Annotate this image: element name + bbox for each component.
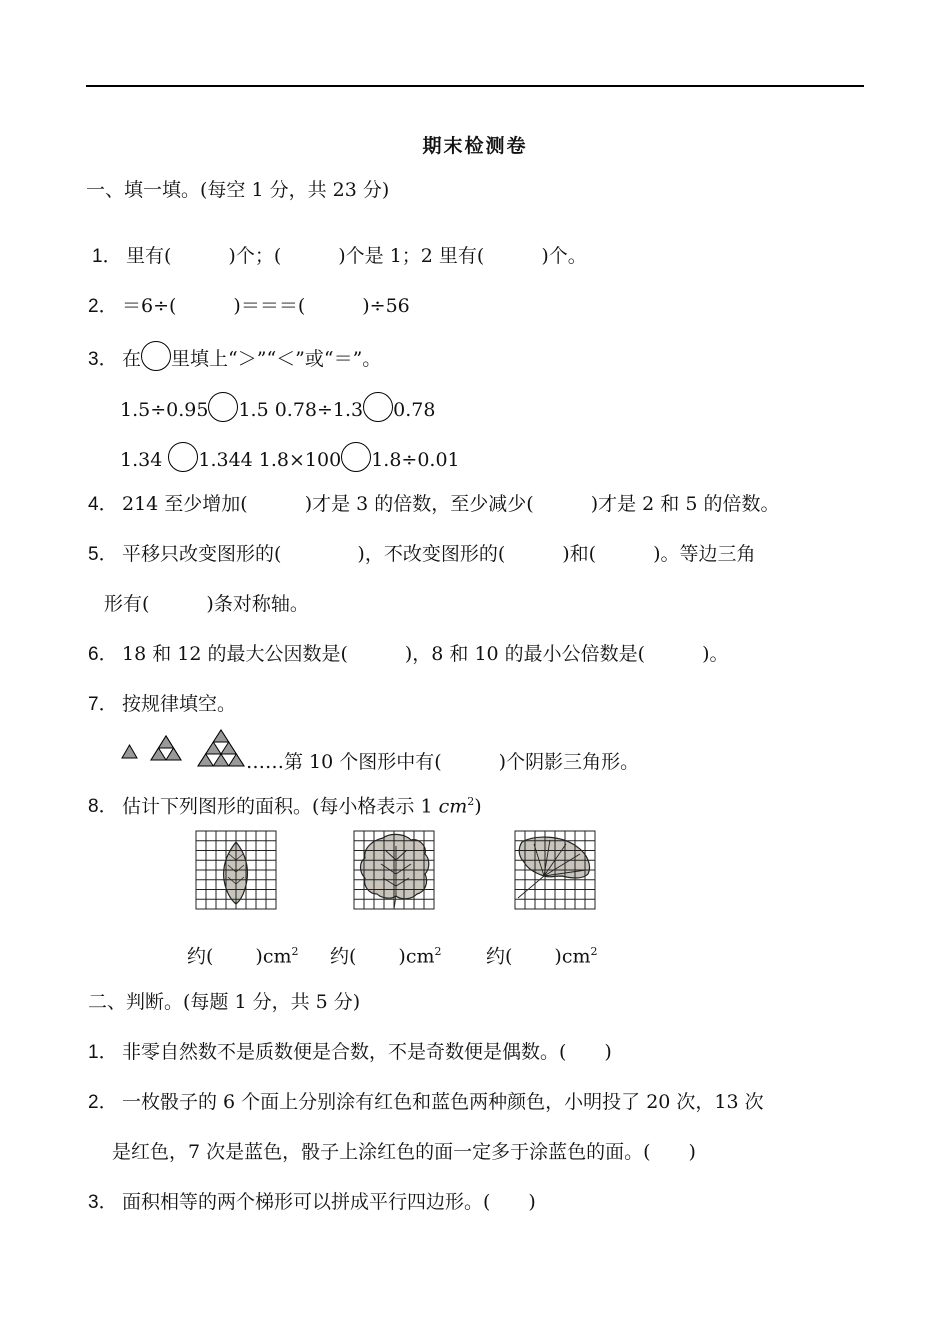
question-1-1 <box>92 244 587 269</box>
answer-superscript: 2 <box>434 945 442 958</box>
area-answer-3 <box>486 940 598 968</box>
question-text: ) <box>474 795 482 818</box>
question-text: ＝6÷( )＝＝＝( )÷56 <box>122 295 410 317</box>
question-1-5-cont: 形有( )条对称轴。 <box>104 593 309 615</box>
question-1-3-row2 <box>120 442 460 472</box>
question-number: 7． <box>88 694 118 715</box>
answer-suffix: )cm <box>255 945 292 968</box>
question-text: 在 <box>122 348 142 370</box>
compare-circle[interactable] <box>341 442 371 472</box>
answer-superscript: 2 <box>590 945 598 958</box>
top-rule <box>86 85 864 87</box>
question-text: 面积相等的两个梯形可以拼成平行四边形。( ) <box>122 1191 536 1213</box>
question-number: 3． <box>88 1192 118 1213</box>
section1-heading: 一、填一填。(每空 1 分，共 23 分) <box>86 179 390 201</box>
answer-prefix: 约( <box>486 945 513 968</box>
question-1-6 <box>88 642 729 667</box>
question-number: 8． <box>88 796 118 818</box>
expression: 1.5÷0.95 <box>120 399 209 421</box>
question-number: 2． <box>88 296 118 317</box>
area-answer-1 <box>187 940 299 968</box>
question-text: 估计下列图形的面积。(每小格表示 1 <box>122 795 439 818</box>
question-2-2 <box>88 1090 764 1115</box>
question-text: 里有( )个；( )个是 1；2 里有( )个。 <box>126 245 587 267</box>
answer-suffix: )cm <box>398 945 435 968</box>
question-text: 214 至少增加( )才是 3 的倍数，至少减少( )才是 2 和 5 的倍数。 <box>122 493 780 515</box>
unit-superscript: 2 <box>467 795 475 808</box>
question-1-8 <box>88 790 482 819</box>
question-1-3-row1 <box>120 392 435 422</box>
answer-prefix: 约( <box>330 945 357 968</box>
compare-circle[interactable] <box>208 392 238 422</box>
question-text: 里填上“＞”“＜”或“＝”。 <box>171 348 382 370</box>
question-1-5 <box>88 542 755 567</box>
compare-circle[interactable] <box>363 392 393 422</box>
question-number: 6． <box>88 644 118 665</box>
question-1-4 <box>88 492 779 517</box>
expression: 1.344 1.8×100 <box>198 449 342 471</box>
compare-circle[interactable] <box>168 442 198 472</box>
compare-circle[interactable] <box>141 341 171 371</box>
area-answer-2 <box>330 940 442 968</box>
question-1-3 <box>88 341 381 372</box>
question-1-2 <box>88 294 410 319</box>
question-2-3 <box>88 1190 536 1215</box>
expression: 1.8÷0.01 <box>371 449 460 471</box>
triangle-figure-3 <box>198 730 244 766</box>
question-number: 1． <box>92 246 122 267</box>
leaf-shape-3 <box>519 837 589 878</box>
question-2-2-cont: 是红色，7 次是蓝色，骰子上涂红色的面一定多于涂蓝色的面。( ) <box>112 1141 696 1163</box>
question-number: 1． <box>88 1042 118 1063</box>
leaf-grid-1 <box>195 830 277 910</box>
question-text: 18 和 12 的最大公因数是( )，8 和 10 的最小公倍数是( )。 <box>122 643 729 665</box>
question-text: 非零自然数不是质数便是合数，不是奇数便是偶数。( ) <box>122 1041 612 1063</box>
question-number: 4． <box>88 494 118 515</box>
question-1-7 <box>88 692 236 717</box>
question-text: 按规律填空。 <box>122 693 237 715</box>
expression: 0.78 <box>393 399 436 421</box>
question-number: 2． <box>88 1092 118 1113</box>
answer-superscript: 2 <box>291 945 299 958</box>
expression: 1.34 <box>120 449 169 471</box>
pattern-question-text: ……第 10 个图形中有( )个阴影三角形。 <box>246 751 640 773</box>
answer-prefix: 约( <box>187 945 214 968</box>
question-number: 3． <box>88 349 118 370</box>
leaf-grid-2 <box>353 830 435 910</box>
question-2-1 <box>88 1040 612 1065</box>
unit-text: cm <box>438 795 468 818</box>
triangle-figure-2 <box>151 736 181 760</box>
answer-suffix: )cm <box>554 945 591 968</box>
leaf-grid-3 <box>514 830 596 910</box>
expression: 1.5 0.78÷1.3 <box>238 399 364 421</box>
page-title: 期末检测卷 <box>422 135 528 157</box>
triangle-figure-1 <box>122 745 137 758</box>
question-text: 一枚骰子的 6 个面上分别涂有红色和蓝色两种颜色，小明投了 20 次，13 次 <box>122 1091 764 1113</box>
question-number: 5． <box>88 544 118 565</box>
question-text: 平移只改变图形的( )，不改变图形的( )和( )。等边三角 <box>122 543 756 565</box>
section2-heading: 二、判断。(每题 1 分，共 5 分) <box>88 991 361 1013</box>
